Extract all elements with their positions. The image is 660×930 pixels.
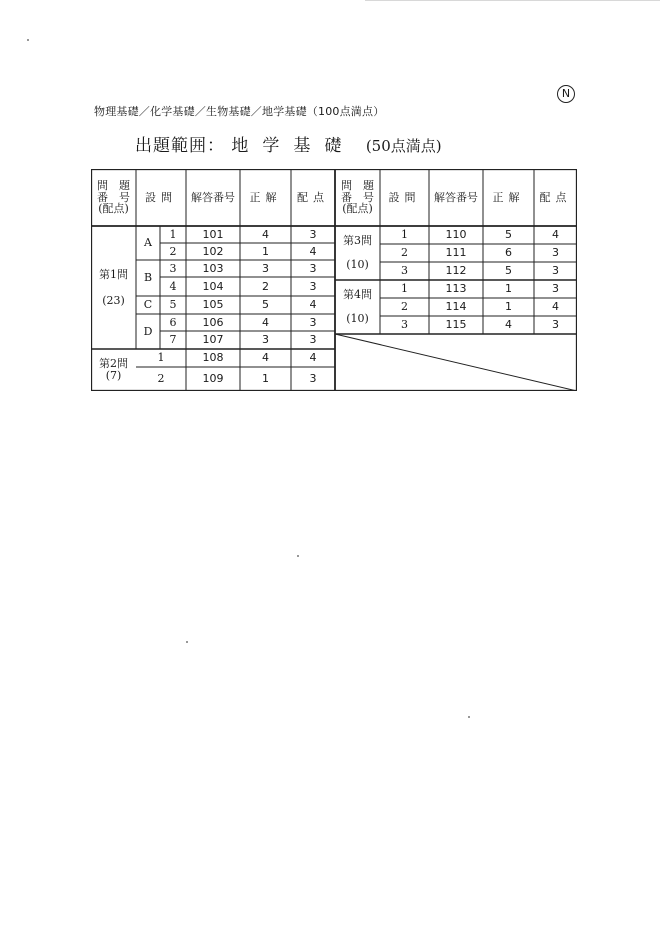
cell-answer-no: 102: [202, 244, 224, 258]
cell-points: 3: [309, 227, 317, 241]
cell-points: 4: [309, 298, 317, 311]
cell-correct-answer: 5: [262, 298, 269, 311]
cell-sub-question: 6: [169, 315, 177, 329]
subjects-line: 物理基礎／化学基礎／生物基礎／地学基礎（100点満点）: [94, 105, 385, 118]
cell-sub-question: 3: [401, 318, 408, 331]
cell-points: 3: [309, 315, 317, 329]
header-correct: 正解: [492, 190, 525, 204]
cell-sub-question: 1: [157, 351, 165, 364]
cell-points: 3: [309, 372, 317, 385]
answer-table: [91, 169, 577, 391]
circled-n-mark: N: [557, 85, 575, 103]
header-question-no: 問 題 番 号 (配点): [341, 179, 374, 216]
group-q3: 第3問 (10): [343, 234, 372, 271]
group-q1: 第1問 (23): [99, 267, 128, 307]
scan-edge-line: [365, 0, 660, 1]
cell-answer-no: 105: [202, 298, 224, 311]
cell-answer-no: 111: [445, 246, 467, 259]
cell-points: 3: [309, 279, 317, 293]
scan-speck: [297, 555, 299, 557]
scan-speck: [186, 641, 188, 643]
cell-answer-no: 104: [202, 279, 224, 293]
group-q2: 第2問 (7): [99, 357, 128, 382]
section-c: C: [143, 298, 153, 311]
cell-points: 4: [552, 300, 559, 313]
cell-points: 4: [309, 351, 317, 364]
cell-answer-no: 106: [202, 315, 224, 329]
header-question-no: 問 題 番 号 (配点): [97, 179, 130, 216]
cell-sub-question: 2: [169, 244, 177, 258]
scan-speck: [27, 39, 29, 41]
cell-points: 3: [309, 333, 317, 346]
header-answer-no: 解答番号: [191, 190, 235, 204]
cell-correct-answer: 1: [262, 372, 269, 385]
cell-answer-no: 110: [445, 228, 467, 241]
empty-cell-diagonal: [335, 334, 577, 391]
section-d: D: [143, 324, 153, 338]
cell-sub-question: 1: [169, 227, 177, 241]
cell-correct-answer: 4: [262, 315, 269, 329]
cell-sub-question: 4: [169, 279, 177, 293]
cell-correct-answer: 1: [505, 300, 512, 313]
header-sub-question: 設問: [388, 190, 421, 204]
scan-speck: [468, 716, 470, 718]
cell-answer-no: 115: [445, 318, 467, 331]
header-answer-no: 解答番号: [434, 190, 478, 204]
header-correct: 正解: [249, 190, 282, 204]
cell-answer-no: 109: [202, 372, 224, 385]
exam-range-title: [135, 131, 442, 156]
cell-answer-no: 103: [202, 261, 224, 275]
cell-correct-answer: 6: [505, 246, 512, 259]
cell-correct-answer: 5: [505, 264, 512, 277]
section-b: B: [143, 271, 153, 284]
cell-correct-answer: 4: [262, 351, 269, 364]
cell-correct-answer: 2: [262, 279, 269, 293]
cell-answer-no: 107: [202, 333, 224, 346]
cell-points: 3: [552, 264, 559, 277]
subject-name: 地学基礎: [231, 136, 356, 156]
cell-answer-no: 101: [202, 227, 224, 241]
cell-points: 4: [552, 228, 559, 241]
cell-sub-question: 5: [169, 298, 177, 311]
cell-correct-answer: 3: [262, 333, 269, 346]
cell-answer-no: 113: [445, 282, 467, 295]
cell-correct-answer: 5: [505, 228, 512, 241]
cell-points: 3: [552, 246, 559, 259]
cell-points: 3: [309, 261, 317, 275]
group-q4: 第4問 (10): [343, 288, 372, 325]
cell-points: 4: [309, 244, 317, 258]
cell-sub-question: 2: [401, 300, 408, 313]
subject-points: (50点満点): [365, 137, 442, 155]
cell-correct-answer: 1: [262, 244, 269, 258]
cell-correct-answer: 4: [505, 318, 512, 331]
cell-answer-no: 114: [445, 300, 467, 313]
cell-sub-question: 2: [157, 372, 165, 385]
cell-sub-question: 3: [401, 264, 408, 277]
header-points: 配点: [539, 190, 572, 204]
cell-correct-answer: 1: [505, 282, 512, 295]
range-label: 出題範囲：: [135, 136, 225, 156]
section-a: A: [144, 236, 152, 249]
cell-answer-no: 112: [445, 264, 467, 277]
header-points: 配点: [297, 190, 329, 204]
header-sub-question: 設問: [145, 190, 177, 204]
cell-sub-question: 3: [169, 261, 177, 275]
cell-sub-question: 2: [401, 246, 408, 259]
cell-points: 3: [552, 282, 559, 295]
cell-correct-answer: 4: [262, 227, 269, 241]
cell-points: 3: [552, 318, 559, 331]
cell-correct-answer: 3: [262, 261, 269, 275]
cell-sub-question: 1: [401, 228, 408, 241]
cell-sub-question: 7: [169, 333, 177, 346]
cell-answer-no: 108: [202, 351, 224, 364]
cell-sub-question: 1: [401, 282, 408, 295]
